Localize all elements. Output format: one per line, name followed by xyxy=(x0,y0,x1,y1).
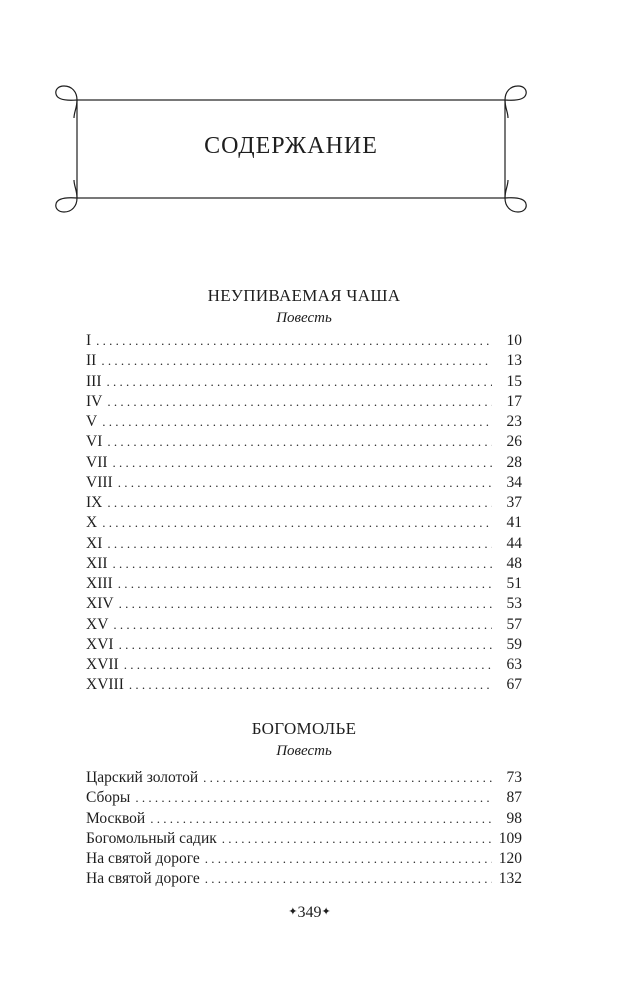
dot-leader xyxy=(113,615,492,635)
toc-entry[interactable] xyxy=(86,453,522,473)
dot-leader xyxy=(107,534,492,554)
section-title: НЕУПИВАЕМАЯ ЧАША xyxy=(207,286,401,305)
toc-entry-page: 63 xyxy=(506,656,522,673)
dot-leader xyxy=(129,675,492,695)
toc-entry[interactable] xyxy=(86,615,522,635)
dot-leader xyxy=(101,351,492,371)
toc-entry-page: 34 xyxy=(506,473,522,491)
toc-entry-label: XIV xyxy=(86,595,114,613)
toc-entry-page: 41 xyxy=(506,514,522,532)
dot-leader xyxy=(96,331,492,351)
toc-entry[interactable] xyxy=(86,473,522,493)
toc-list xyxy=(86,768,522,890)
toc-entry-label: III xyxy=(86,372,102,390)
toc-entry[interactable] xyxy=(86,635,522,655)
dot-leader xyxy=(118,473,492,493)
toc-entry[interactable] xyxy=(86,809,522,829)
toc-list xyxy=(86,331,522,696)
toc-entry[interactable] xyxy=(86,331,522,351)
page-number: 349 xyxy=(297,904,322,921)
toc-entry-page: 48 xyxy=(506,554,522,572)
dot-leader xyxy=(203,768,492,788)
toc-entry-page: 67 xyxy=(506,676,522,694)
toc-entry-page: 87 xyxy=(506,789,522,807)
page-number-footer xyxy=(0,904,619,922)
toc-entry-page: 15 xyxy=(506,372,522,390)
toc-entry[interactable] xyxy=(86,675,522,695)
toc-entry[interactable] xyxy=(86,655,522,675)
section-subtitle: Повесть xyxy=(276,310,332,326)
dot-leader xyxy=(118,574,492,594)
toc-section-1 xyxy=(86,285,522,696)
toc-entry[interactable] xyxy=(86,372,522,392)
toc-entry-page: 17 xyxy=(506,392,522,410)
dot-leader xyxy=(205,849,492,869)
toc-entry-label: Царский золотой xyxy=(86,769,199,786)
ornament-left-icon: ✦ xyxy=(288,906,298,918)
dot-leader xyxy=(102,412,492,432)
toc-entry[interactable] xyxy=(86,351,522,371)
toc-entry-label: Сборы xyxy=(86,789,131,807)
toc-entry-page: 73 xyxy=(506,769,522,786)
dot-leader xyxy=(205,869,492,889)
toc-entry[interactable] xyxy=(86,432,522,452)
dot-leader xyxy=(102,513,492,533)
toc-entry[interactable] xyxy=(86,594,522,614)
toc-entry-label: XII xyxy=(86,554,108,572)
dot-leader xyxy=(107,372,493,392)
toc-entry-label: I xyxy=(86,332,92,349)
toc-entry-label: XVII xyxy=(86,656,119,673)
toc-entry-page: 23 xyxy=(506,413,522,430)
ornament-right-icon: ✦ xyxy=(321,906,331,918)
toc-entry-page: 57 xyxy=(506,615,522,633)
toc-entry-label: V xyxy=(86,413,98,430)
dot-leader xyxy=(107,432,492,452)
section-title: БОГОМОЛЬЕ xyxy=(251,719,357,738)
toc-entry-page: 28 xyxy=(506,453,522,471)
toc-entry-label: IX xyxy=(86,494,103,511)
toc-entry[interactable] xyxy=(86,788,522,808)
toc-entry-label: На святой дороге xyxy=(86,850,200,867)
toc-entry-label: Богомольный садик xyxy=(86,829,217,847)
toc-entry[interactable] xyxy=(86,534,522,554)
toc-entry-page: 10 xyxy=(506,332,522,349)
toc-entry[interactable] xyxy=(86,768,522,788)
page-title: СОДЕРЖАНИЕ xyxy=(204,133,378,159)
section-subtitle: Повесть xyxy=(276,743,332,759)
toc-entry-label: XI xyxy=(86,534,103,552)
toc-entry-label: XIII xyxy=(86,575,113,592)
toc-entry-page: 109 xyxy=(498,829,522,847)
toc-entry-page: 120 xyxy=(498,850,522,867)
toc-entry[interactable] xyxy=(86,493,522,513)
toc-entry-label: XVIII xyxy=(86,676,124,694)
dot-leader xyxy=(135,788,492,808)
toc-section-2 xyxy=(86,718,522,890)
dot-leader xyxy=(119,635,492,655)
toc-entry-page: 53 xyxy=(506,595,522,613)
toc-entry-label: IV xyxy=(86,392,103,410)
toc-entry-page: 13 xyxy=(506,352,522,370)
toc-entry-label: На святой дороге xyxy=(86,870,200,888)
dot-leader xyxy=(107,493,492,513)
toc-entry[interactable] xyxy=(86,869,522,889)
toc-entry-label: X xyxy=(86,514,98,532)
toc-entry-page: 51 xyxy=(506,575,522,592)
dot-leader xyxy=(113,554,492,574)
toc-entry-page: 98 xyxy=(506,809,522,827)
title-frame xyxy=(52,78,530,220)
toc-entry[interactable] xyxy=(86,392,522,412)
toc-entry[interactable] xyxy=(86,412,522,432)
toc-entry[interactable] xyxy=(86,574,522,594)
toc-entry[interactable] xyxy=(86,849,522,869)
toc-entry-label: VI xyxy=(86,433,103,451)
toc-entry-label: Москвой xyxy=(86,809,146,827)
toc-entry-label: XV xyxy=(86,615,109,633)
dot-leader xyxy=(150,809,492,829)
toc-entry-page: 59 xyxy=(506,635,522,653)
toc-entry[interactable] xyxy=(86,829,522,849)
dot-leader xyxy=(107,392,492,412)
dot-leader xyxy=(113,453,492,473)
dot-leader xyxy=(222,829,492,849)
dot-leader xyxy=(119,594,492,614)
toc-entry-page: 37 xyxy=(506,494,522,511)
toc-entry[interactable] xyxy=(86,554,522,574)
dot-leader xyxy=(124,655,492,675)
toc-entry-page: 44 xyxy=(506,534,522,552)
toc-entry-label: VII xyxy=(86,453,108,471)
toc-entry-label: II xyxy=(86,352,97,370)
toc-entry-label: XVI xyxy=(86,635,114,653)
toc-entry-label: VIII xyxy=(86,473,113,491)
toc-entry[interactable] xyxy=(86,513,522,533)
toc-entry-page: 132 xyxy=(498,870,522,888)
toc-entry-page: 26 xyxy=(506,433,522,451)
